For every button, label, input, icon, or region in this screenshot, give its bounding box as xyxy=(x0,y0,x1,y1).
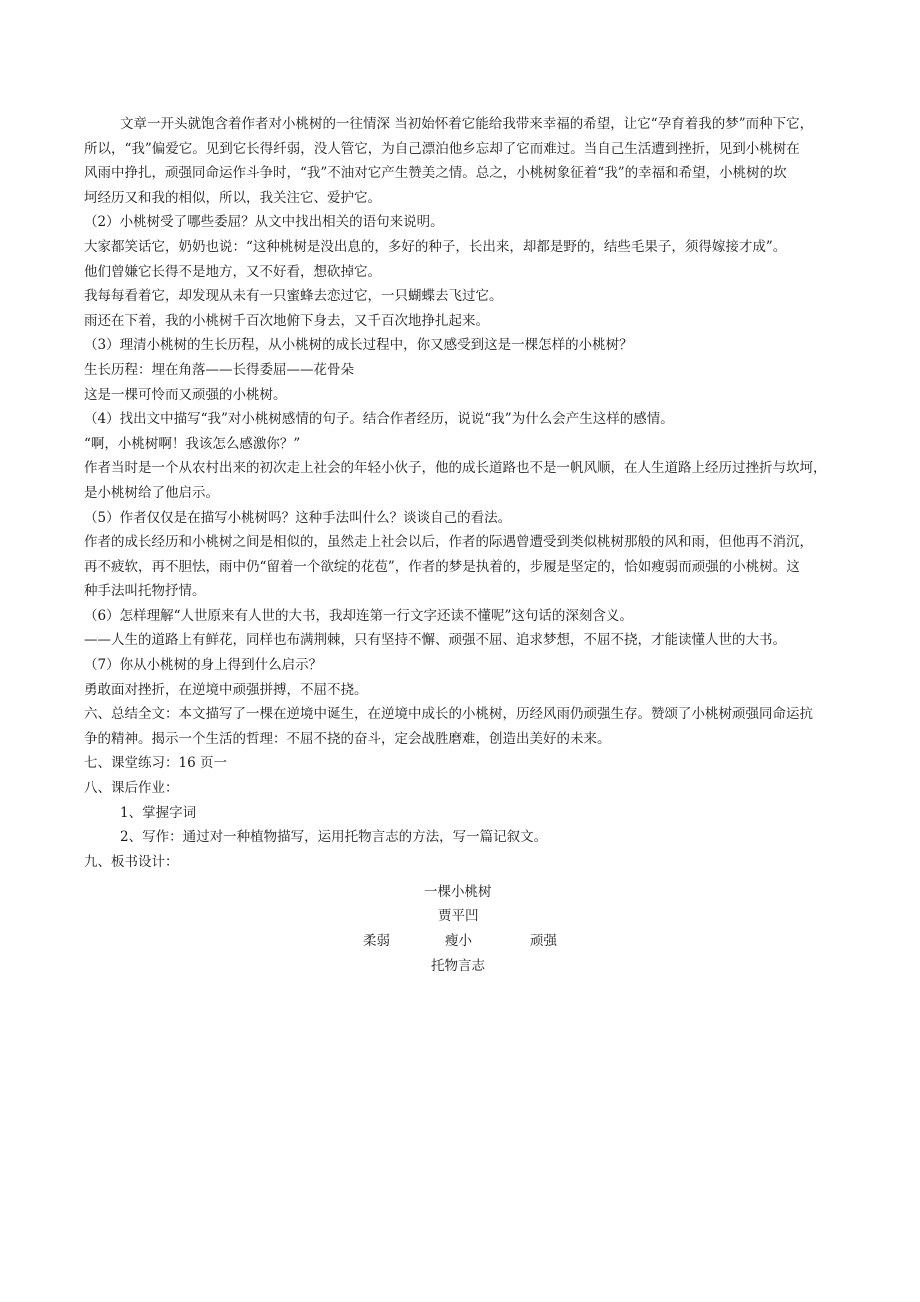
text-line: ——人生的道路上有鲜花，同样也布满荆棘，只有坚持不懈、顽强不屈、追求梦想，不屈不挠，才能读懂人世的大书。 xyxy=(84,632,786,649)
question-2: （2）小桃树受了哪些委屈？从文中找出相关的语句来说明。 xyxy=(84,214,444,231)
text-line: “啊，小桃树啊！我该怎么感激你？” xyxy=(84,435,301,452)
homework-item: 2、写作：通过对一种植物描写，运用托物言志的方法，写一篇记叙文。 xyxy=(120,829,548,846)
text-line: 再不疲软，再不胆怯，雨中仍“留着一个欲绽的花苞”，作者的梦是执着的，步履是坚定的，恰如瘦弱而顽强的小桃树。这 xyxy=(84,558,800,575)
text-line: 风雨中挣扎，顽强同命运作斗争时，“我”不油对它产生赞美之情。总之，小桃树象征着“我”的幸福和希望，小桃树的坎 xyxy=(84,165,787,182)
text-line: 文章一开头就饱含着作者对小桃树的一往情深 当初始怀着它能给我带来幸福的希望，让它“孕育着我的梦”而种下它， xyxy=(120,116,814,132)
lesson-text xyxy=(84,112,860,874)
homework-item: 1、掌握字词 xyxy=(120,804,197,821)
section-homework: 八、课后作业： xyxy=(84,780,179,797)
text-line: 他们曾嫌它长得不是地方，又不好看，想砍掉它。 xyxy=(84,263,381,280)
section-board-design: 九、板书设计： xyxy=(84,853,179,870)
question-5: （5）作者仅仅是在描写小桃树吗？这种手法叫什么？谈谈自己的看法。 xyxy=(84,509,512,526)
text-line: 作者当时是一个从农村出来的初次走上社会的年轻小伙子，他的成长道路也不是一帆风顺，在人生道路上经历过挫折与坎坷， xyxy=(84,460,827,477)
text-line: 生长历程：埋在角落——长得委屈——花骨朵 xyxy=(84,361,354,378)
question-3: （3）理清小桃树的生长历程，从小桃树的成长过程中，你又感受到这是一棵怎样的小桃树？ xyxy=(84,337,633,354)
question-7: （7）你从小桃树的身上得到什么启示？ xyxy=(84,657,323,674)
text-line: 坷经历又和我的相似，所以，我关注它、爱护它。 xyxy=(84,189,381,206)
text-line: 这是一棵可怜而又顽强的小桃树。 xyxy=(84,386,287,403)
section-exercise: 七、课堂练习：16 页一 xyxy=(84,755,227,772)
question-4: （4）找出文中描写“我”对小桃树感情的句子。结合作者经历，说说“我”为什么会产生这样的感情。 xyxy=(84,411,674,428)
board-author: 贾平凹 xyxy=(438,908,479,924)
board-word: 瘦小 xyxy=(445,933,472,949)
text-line: 种手法叫托物抒情。 xyxy=(84,583,206,600)
board-word: 顽强 xyxy=(530,933,557,949)
text-line: 我每每看着它，却发现从未有一只蜜蜂去恋过它，一只蝴蝶去飞过它。 xyxy=(84,288,503,305)
question-6: （6）怎样理解“人世原来有人世的大书，我却连第一行文字还读不懂呢”这句话的深刻含义。 xyxy=(84,607,633,624)
text-line: 雨还在下着，我的小桃树千百次地俯下身去，又千百次地挣扎起来。 xyxy=(84,312,489,329)
board-theme: 托物言志 xyxy=(431,958,485,974)
text-line: 争的精神。揭示一个生活的哲理：不屈不挠的奋斗，定会战胜磨难，创造出美好的未来。 xyxy=(84,730,611,747)
section-summary: 六、总结全文：本文描写了一棵在逆境中诞生，在逆境中成长的小桃树，历经风雨仍顽强生存。赞颂了小桃树顽强同命运抗 xyxy=(84,706,813,723)
text-line: 是小桃树给了他启示。 xyxy=(84,484,219,501)
text-line: 勇敢面对挫折，在逆境中顽强拼搏，不屈不挠。 xyxy=(84,681,368,698)
text-line: 大家都笑话它，奶奶也说：“这种桃树是没出息的，多好的种子，长出来，却都是野的，结些毛果子，须得嫁接才成”。 xyxy=(84,238,787,255)
board-title: 一棵小桃树 xyxy=(424,884,492,900)
text-line: 所以，“我”偏爱它。见到它长得纤弱，没人管它，为自己漂泊他乡忘却了它而难过。当自己生活遭到挫折，见到小桃树在 xyxy=(84,140,800,157)
text-line: 作者的成长经历和小桃树之间是相似的，虽然走上社会以后，作者的际遇曾遭受到类似桃树那般的风和雨，但他再不消沉， xyxy=(84,534,813,551)
board-word: 柔弱 xyxy=(363,933,390,949)
